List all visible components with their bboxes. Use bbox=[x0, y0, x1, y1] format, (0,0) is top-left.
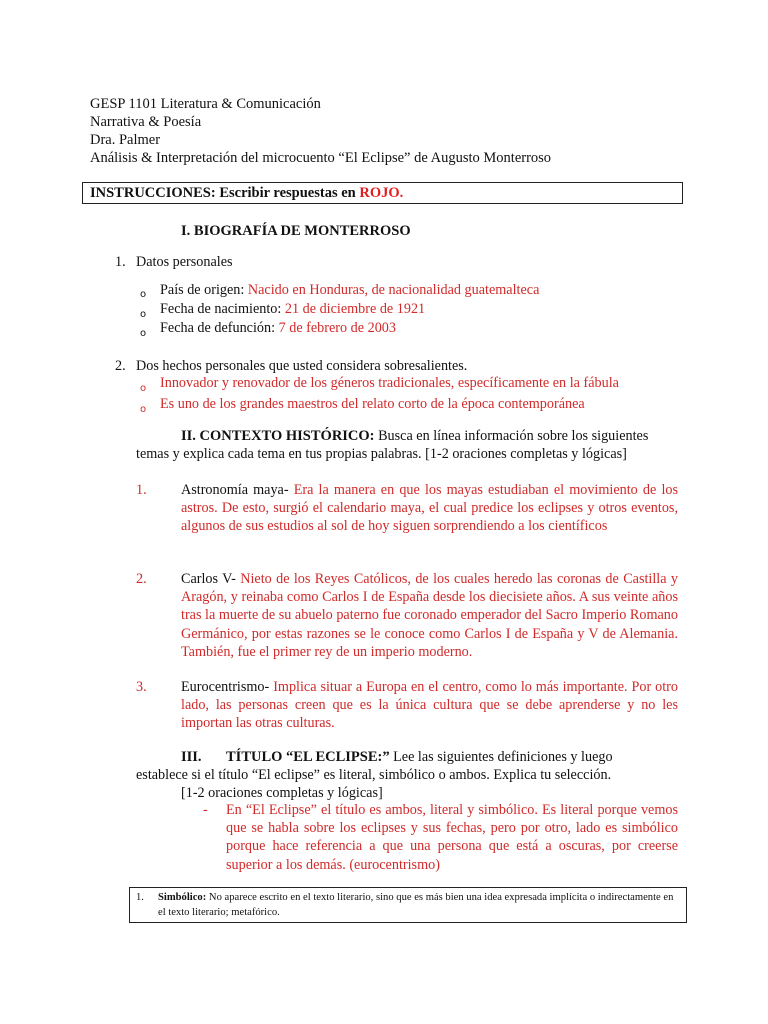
circle-bullet-icon: o bbox=[140, 328, 147, 339]
circle-bullet-icon: o bbox=[140, 309, 147, 320]
context-answer-3: Implica situar a Europa en el centro, como lo más importante. Por otro lado, las personas creen que es la única cultura que se debe aprenderse y no les importan las otras culturas. bbox=[181, 679, 679, 732]
instructions-red-word: ROJO. bbox=[359, 185, 404, 201]
item-1-label: Datos personales bbox=[136, 254, 233, 270]
circle-bullet-icon: o bbox=[140, 404, 147, 415]
context-item-2-number: 2. bbox=[136, 571, 147, 587]
item-1-number: 1. bbox=[115, 254, 126, 270]
section-1-title: I. BIOGRAFÍA DE MONTERROSO bbox=[181, 223, 411, 239]
section-2-intro-line2: temas y explica cada tema en tus propias palabras. [1-2 oraciones completas y lógicas] bbox=[136, 446, 627, 462]
section-3-number: III. bbox=[181, 749, 202, 765]
item-2-label: Dos hechos personales que usted considera sobresalientes. bbox=[136, 358, 468, 374]
death-line: Fecha de defunción: 7 de febrero de 2003 bbox=[160, 320, 396, 336]
item-2-number: 2. bbox=[115, 358, 126, 374]
context-item-3-number: 3. bbox=[136, 679, 147, 695]
context-term-3: Eurocentrismo- bbox=[181, 679, 270, 695]
context-term-1: Astronomía maya- bbox=[181, 482, 289, 498]
context-item-3 bbox=[181, 678, 678, 733]
section-3-heading: TÍTULO “EL ECLIPSE:” Lee las siguientes definiciones y luego bbox=[226, 749, 613, 765]
instructions-text: INSTRUCCIONES: Escribir respuestas en ROJO. bbox=[90, 185, 404, 201]
origin-line: País de origen: Nacido en Honduras, de nacionalidad guatemalteca bbox=[160, 282, 540, 298]
professor-line: Dra. Palmer bbox=[90, 132, 161, 148]
footnote-number: 1. bbox=[136, 892, 144, 903]
fact-2-answer: Es uno de los grandes maestros del relato corto de la época contemporánea bbox=[160, 396, 585, 412]
bullet-birth bbox=[140, 304, 146, 322]
context-item-1-number: 1. bbox=[136, 482, 147, 498]
title-answer-dash: - bbox=[203, 802, 208, 818]
assignment-title: Análisis & Interpretación del microcuento “El Eclipse” de Augusto Monterroso bbox=[90, 150, 552, 166]
context-term-2: Carlos V- bbox=[181, 571, 236, 587]
section-3-intro-line2: establece si el título “El eclipse” es literal, simbólico o ambos. Explica tu selección. bbox=[136, 767, 612, 783]
footnote-term: Simbólico: bbox=[158, 892, 207, 903]
death-answer: 7 de febrero de 2003 bbox=[278, 320, 396, 336]
section-3-title: TÍTULO “EL ECLIPSE:” bbox=[226, 749, 390, 765]
section-2-title: II. CONTEXTO HISTÓRICO: bbox=[181, 428, 375, 444]
origin-answer: Nacido en Honduras, de nacionalidad guatemalteca bbox=[247, 282, 540, 298]
circle-bullet-icon: o bbox=[140, 289, 147, 300]
context-item-1 bbox=[181, 481, 678, 536]
section-2-heading: II. CONTEXTO HISTÓRICO: Busca en línea información sobre los siguientes bbox=[181, 428, 649, 444]
title-answer: En “El Eclipse” el título es ambos, literal y simbólico. Es literal porque vemos que se habla sobre los eclipses y sus fechas, pero por otro, lado es simbólico porque hace referencia a que una persona que está a oscuras, por creerse superior a los demás. (eurocentrismo) bbox=[226, 802, 678, 873]
circle-bullet-icon: o bbox=[140, 383, 147, 394]
context-answer-1: Era la manera en que los mayas estudiaban el movimiento de los astros. De esto, surgió el calendario maya, el cual predice los eclipses y otros eventos, algunos de sus estudios al sol de hoy siguen sorprendiendo a los científicos bbox=[181, 482, 679, 535]
bullet-origin bbox=[140, 284, 146, 302]
birth-answer: 21 de diciembre de 1921 bbox=[284, 301, 426, 317]
bullet-fact-2 bbox=[140, 399, 146, 417]
section-3-intro-line3: [1-2 oraciones completas y lógicas] bbox=[181, 785, 383, 801]
context-item-2 bbox=[181, 570, 678, 661]
instructions-box bbox=[82, 182, 683, 204]
bullet-fact-1 bbox=[140, 378, 146, 396]
course-line: GESP 1101 Literatura & Comunicación bbox=[90, 96, 321, 112]
footnote-text: Simbólico: No aparece escrito en el texto literario, sino que es más bien una idea expresada implícita o indirectamente en el texto literario; metafórico. bbox=[158, 892, 674, 918]
birth-line: Fecha de nacimiento: 21 de diciembre de 1921 bbox=[160, 301, 426, 317]
bullet-death bbox=[140, 323, 146, 341]
genre-line: Narrativa & Poesía bbox=[90, 114, 202, 130]
context-answer-2: Nieto de los Reyes Católicos, de los cuales heredo las coronas de Castilla y Aragón, y reinaba como Carlos I de España desde los diecisiete años. A sus veinte años tras la muerte de su abuelo paterno fue coronado emperador del Sacro Imperio Romano Germánico, por estas razones se le conoce como Carlos I de España y V de Alemania. También, fue el primer rey de un imperio moderno. bbox=[181, 571, 679, 660]
fact-1-answer: Innovador y renovador de los géneros tradicionales, específicamente en la fábula bbox=[160, 375, 619, 391]
